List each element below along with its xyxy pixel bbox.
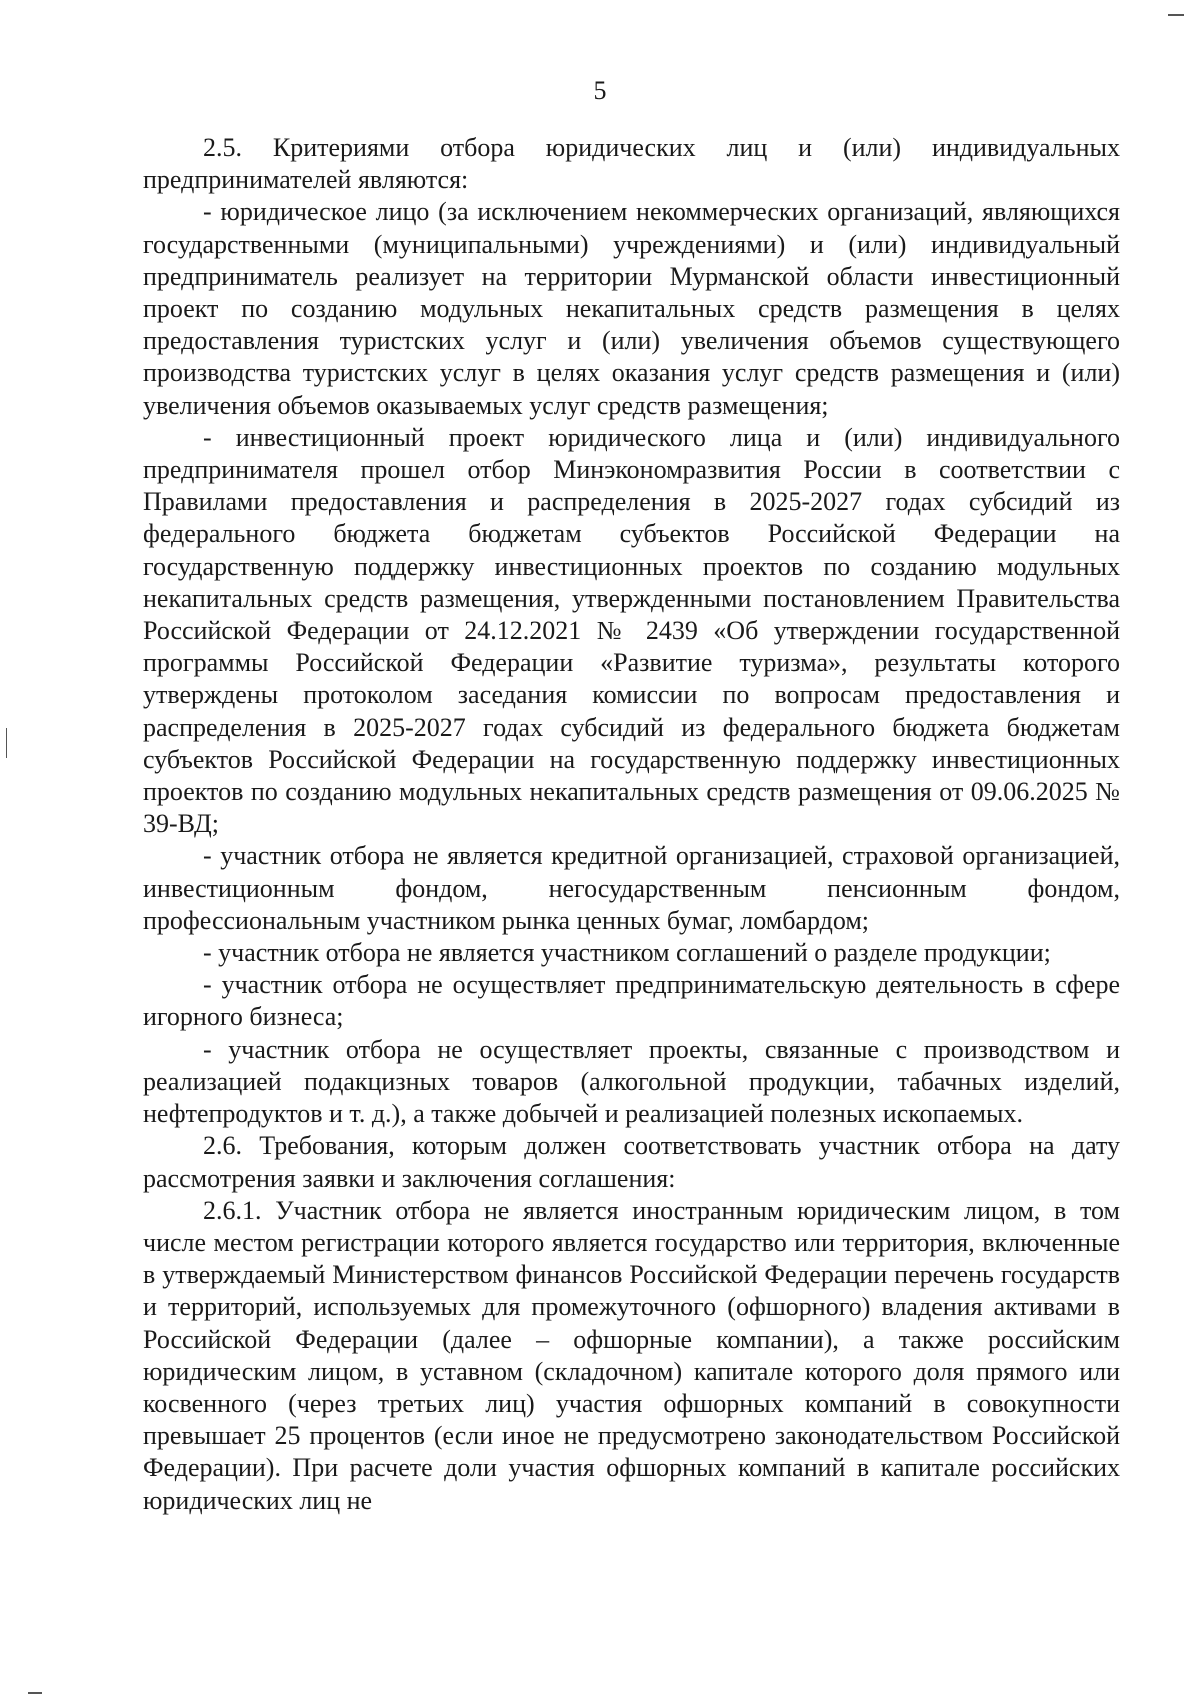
paragraph-criterion-not-gambling: - участник отбора не осуществляет предпринимательскую деятельность в сфере игорного бизнеса; [143, 970, 1120, 1032]
paragraph-criterion-investment-project: - инвестиционный проект юридического лица и (или) индивидуального предпринимателя прошел отбор Минэкономразвития России в соответствии с Правилами предоставления и распределения в 2025-2027 годах субсидий из федерального бюджета бюджетам субъектов Российской Федерации на государственную поддержку инвестиционных проектов по созданию модульных некапитальных средств размещения, утвержденными постановлением Правительства Российской Федерации от 24.12.2021 № 2439 «Об утверждении государственной программы Российской Федерации «Развитие туризма», результаты которого утверждены протоколом заседания комиссии по вопросам предоставления и распределения в 2025-2027 годах субсидий из федерального бюджета бюджетам субъектов Российской Федерации на государственную поддержку инвестиционных проектов по созданию модульных некапитальных средств размещения от 09.06.2025 № 39-ВД; [143, 422, 1120, 839]
scan-edge-mark-left [6, 728, 7, 758]
page-number: 5 [593, 76, 607, 105]
paragraph-criterion-legal-entity: - юридическое лицо (за исключением некоммерческих организаций, являющихся государственными (муниципальными) учреждениями) и (или) индивидуальный предприниматель реализует на территории Мурманской области инвестиционный проект по созданию модульных некапитальных средств размещения в целях предоставления туристских услуг и (или) увеличения объемов существующего производства туристских услуг в целях оказания услуг средств размещения и (или) увеличения объемов оказываемых услуг средств размещения; [143, 197, 1120, 420]
scan-edge-mark-bottom-left [28, 1692, 42, 1694]
paragraph-2-5-heading: 2.5. Критериями отбора юридических лиц и (или) индивидуальных предпринимателей являются: [143, 133, 1120, 195]
paragraph-criterion-not-credit-org: - участник отбора не является кредитной организацией, страховой организацией, инвестиционным фондом, негосударственным пенсионным фондом, профессиональным участником рынка ценных бумаг, ломбардом; [143, 841, 1120, 935]
paragraph-2-6-requirements: 2.6. Требования, которым должен соответствовать участник отбора на дату рассмотрения заявки и заключения соглашения: [143, 1131, 1120, 1193]
scan-edge-mark-top-right [1168, 14, 1184, 16]
paragraph-2-6-1-not-foreign-entity: 2.6.1. Участник отбора не является иностранным юридическим лицом, в том числе местом регистрации которого является государство или территория, включенные в утверждаемый Министерством финансов Российской Федерации перечень государств и территорий, используемых для промежуточного (офшорного) владения активами в Российской Федерации (далее – офшорные компании), а также российским юридическим лицом, в уставном (складочном) капитале которого доля прямого или косвенного (через третьих лиц) участия офшорных компаний в совокупности превышает 25 процентов (если иное не предусмотрено законодательством Российской Федерации). При расчете доли участия офшорных компаний в капитале российских юридических лиц не [143, 1195, 1120, 1515]
document-body [143, 132, 1120, 1517]
paragraph-criterion-not-excise-goods: - участник отбора не осуществляет проекты, связанные с производством и реализацией подакцизных товаров (алкогольной продукции, табачных изделий, нефтепродуктов и т. д.), а также добычей и реализацией полезных ископаемых. [143, 1034, 1120, 1129]
paragraph-criterion-not-psa-participant: - участник отбора не является участником соглашений о разделе продукции; [203, 938, 1051, 968]
